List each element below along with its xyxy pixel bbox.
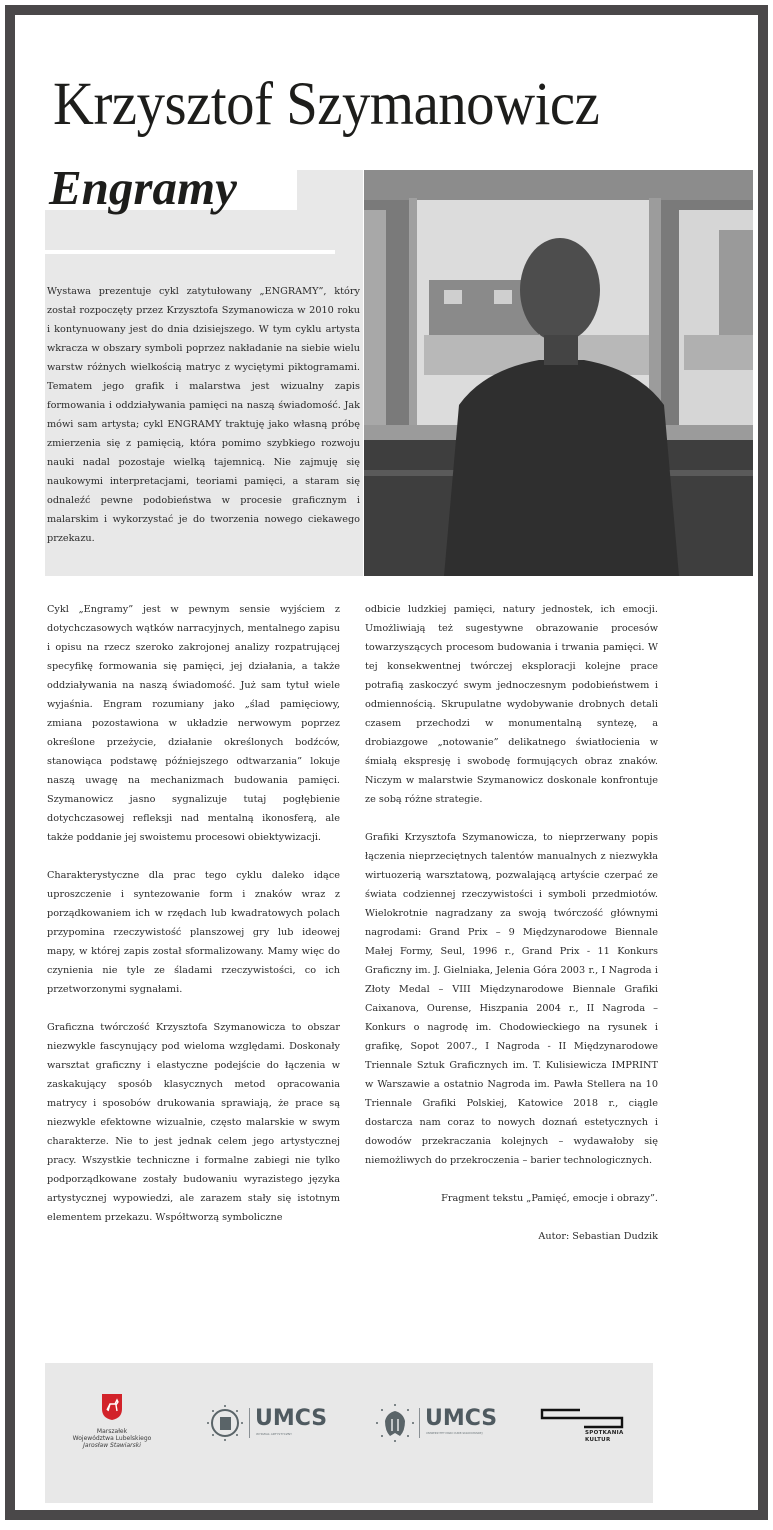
intro-text: Wystawa prezentuje cykl zatytułowany „ENGRAMY”, który został rozpoczęty przez Krzysztofa Szymanowicza w 2010 roku i kontynuowany jest do dnia dzisiejszego. W tym cyklu artysta wkracza w obszary symboli poprzez nakładanie na siebie wielu warstw różnych wielkością matryc z wyciętymi piktogramami. Tematem jego grafik i malarstwa jest wizualny zapis formowania i oddziaływania pamięci na naszą świadomość. Jak mówi sam artysta; cykl ENGRAMY traktuję jako własną próbę zmierzenia się z pamięcią, która pomimo szybkiego rozwoju nauki nadal pozostaje wielką tajemnicą. Nie zajmuję się naukowymi interpretacjami, teoriami pamięci, a staram się odnaleźć pewne podobieństwa w procesie graficznym i malarskim i wykorzystać je do tworzenia nowego ciekawego przekazu. [47,286,360,544]
umcs-eagle-emblem-icon [375,1403,415,1443]
marszalek-line-1: Marszałek [96,1428,128,1435]
umcs-wordmark: UMCS [425,1406,498,1431]
body-column-left [47,600,340,1246]
artist-portrait [364,170,753,576]
logo-divider [249,1408,250,1438]
body-paragraph: Grafiki Krzysztofa Szymanowicza, to nieprzerwany popis łączenia nieprzeciętnych talentów manualnych z niezwykła wirtuozerią warsztatową, pozwalającą artyście czerpać ze świata codziennej rzeczywistości i symboli przedmiotów. Wielokrotnie nagradzany za swoją twórczość głównymi nagrodami: Grand Prix – 9 Międzynarodowe Biennale Małej Formy, Seul, 1996 r., Grand Prix - 11 Konkurs Graficzny im. J. Gielniaka, Jelenia Góra 2003 r., I Nagroda i Złoty Medal – VIII Międzynarodowe Biennale Grafiki Caixanova, Ourense, Hiszpania 2004 r., II Nagroda – Konkurs o nagrodę im. Chodowieckiego na rysunek i grafikę, Sopot 2007., I Nagroda - II Międzynarodowe Triennale Sztuk Graficznych im. T. Kulisiewicza IMPRINT w Warszawie a ostatnio Nagroda im. Pawła Stellera na 10 Triennale Grafiki Polskiej, Katowice 2018 r., ciągle dostarcza nam coraz to nowych doznań estetycznych i dowodów przekraczania kolejnych – wydawałoby się niemożliwych do przekroczenia – barier technologicznych. [365,832,658,1166]
body-paragraph: Charakterystyczne dla prac tego cyklu daleko idące uproszczenie i syntezowanie form i znaków wraz z porządkowaniem ich w rzędach lub kwadratowych polach przypomina rzeczywistość planszowej gry lub ideowej mapy, w której zapis został sformalizowany. Mamy więc do czynienia nie tyle ze śladami rzeczywistości, co ich przetworzonymi sygnałami. [47,870,340,995]
credit-author: Autor: Sebastian Dudzik [538,1231,658,1242]
marszalek-line-3: Jarosław Stawiarski [83,1442,141,1449]
logo-spotkania-kultur [540,1408,630,1453]
divider-line [45,250,335,254]
spotkania-line-2: KULTUR [585,1437,611,1443]
exhibition-title: Engramy [49,160,237,215]
sponsor-footer [45,1363,653,1503]
logo-umcs-wydzial [205,1403,335,1443]
logo-divider [419,1408,420,1438]
umcs-art-faculty-emblem-icon [205,1403,245,1443]
body-column-right [365,600,658,1265]
portrait-illustration [364,170,753,576]
spotkania-kultur-mark-icon [540,1408,626,1430]
spotkania-line-1: SPOTKANIA [585,1430,624,1436]
body-paragraph: Cykl „Engramy” jest w pewnym sensie wyjściem z dotychczasowych wątków narracyjnych, mentalnego zapisu i opisu na rzecz szeroko zakrojonej analizy rozpatrującej specyfikę formowania się pamięci, jej działania, a także oddziaływania na naszą świadomość. Już sam tytuł wiele wyjaśnia. Engram rozumiany jako „ślad pamięciowy, zmiana pozostawiona w układzie nerwowym poprzez określone przeżycie, działanie określonych bodźców, stanowiąca podstawę późniejszego odtwarzania” lokuje naszą uwagę na mechanizmach budowania pamięci. Szymanowicz jasno sygnalizuje tutaj pogłębienie dotychczasowej refleksji nad mentalną ikonosferą, ale także poddanie jej swoistemu procesowi obiektywizacji. [47,604,340,843]
umcs-subtitle: WYDZIAŁ ARTYSTYCZNY [256,1432,292,1436]
artist-name: Krzysztof Szymanowicz [53,71,600,138]
logo-marszalek [67,1393,157,1449]
body-paragraph: Graficzna twórczość Krzysztofa Szymanowicza to obszar niezwykle fascynujący pod wieloma względami. Doskonały warsztat graficzny i elastyczne podejście do łączenia w zaskakujący sposób klasycznych metod opracowania matrycy i sposobów drukowania sprawiają, że prace są niezwykle efektowne wizualnie, często malarskie w swym charakterze. Nie to jest jednak celem jego artystycznej pracy. Wszystkie techniczne i formalne zabiegi nie tylko podporządkowane zostały budowaniu wyrazistego języka artystycznej wypowiedzi, ale zarazem stały się istotnym elementem przekazu. Współtworzą symboliczne [47,1022,340,1223]
body-paragraph: odbicie ludzkiej pamięci, natury jednostek, ich emocji. Umożliwiają też sugestywne obrazowanie procesów towarzyszących procesom budowania i trwania pamięci. W tej konsekwentnej twórczej eksploracji kolejne prace potrafią zaskoczyć swym jednoczesnym podobieństwem i odmiennością. Skrupulatne wydobywanie drobnych detali czasem przechodzi w monumentalną syntezę, a drobiazgowe „notowanie” delikatnego światłocienia w śmiałą ekspresję i swobodę formujących obraz znaków. Niczym w malarstwie Szymanowicz doskonale konfrontuje ze sobą różne strategie. [365,604,658,805]
umcs-subtitle: UNIWERSYTET MARII CURIE-SKŁODOWSKIEJ [426,1432,483,1435]
umcs-wordmark: UMCS [255,1406,328,1431]
logo-umcs-university [375,1403,505,1443]
deer-coat-of-arms-icon [101,1393,123,1421]
marszalek-line-2: Województwa Lubelskiego [72,1435,152,1442]
credit-source: Fragment tekstu „Pamięć, emocje i obrazy”. [441,1193,658,1204]
